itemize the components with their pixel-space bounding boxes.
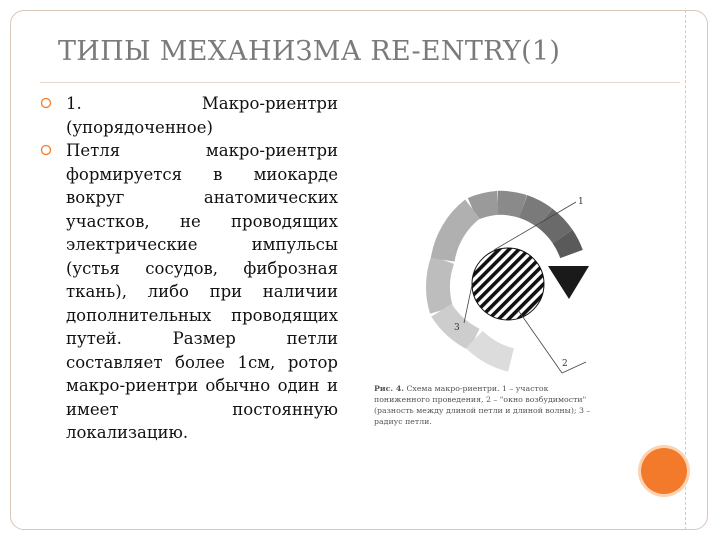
diagram-label-2: 2 (562, 359, 568, 369)
bullet-list (40, 92, 338, 445)
bullet-text: 1. Макро-риентри (упорядоченное) (66, 94, 338, 137)
diagram-label-1: 1 (578, 197, 584, 207)
figure-caption (374, 383, 606, 427)
diagram-label-3: 3 (454, 323, 460, 333)
bullet-item (40, 139, 338, 445)
figure-caption-text: Схема макро-риентри. 1 – участок пониженного проведения, 2 – "окно возбудимости" (разность между длиной петли и длиной волны); 3 – радиус петли. (374, 384, 591, 426)
circle-outline-icon (40, 144, 52, 156)
bullet-item (40, 92, 338, 139)
macro-reentry-diagram (368, 180, 608, 390)
frame-divider (685, 10, 696, 530)
decorative-orange-circle (641, 448, 687, 494)
figure-number: Рис. 4. (374, 384, 404, 393)
bullet-text: Петля макро-риентри формируется в миокарде вокруг анатомических участков, не проводящих электрические импульсы (устья сосудов, фиброзная ткань), либо при наличии дополнительных проводящих путей. Размер петли составляет более 1см, ротор макро-риентри обычно один и имеет постоянную локализацию. (66, 141, 338, 442)
hatched-core (472, 248, 544, 320)
circle-outline-icon (40, 97, 52, 109)
slide-title: ТИПЫ МЕХАНИЗМА RE-ENTRY(1) (58, 36, 561, 67)
arrow-head-icon (548, 266, 589, 299)
title-divider (40, 82, 680, 83)
